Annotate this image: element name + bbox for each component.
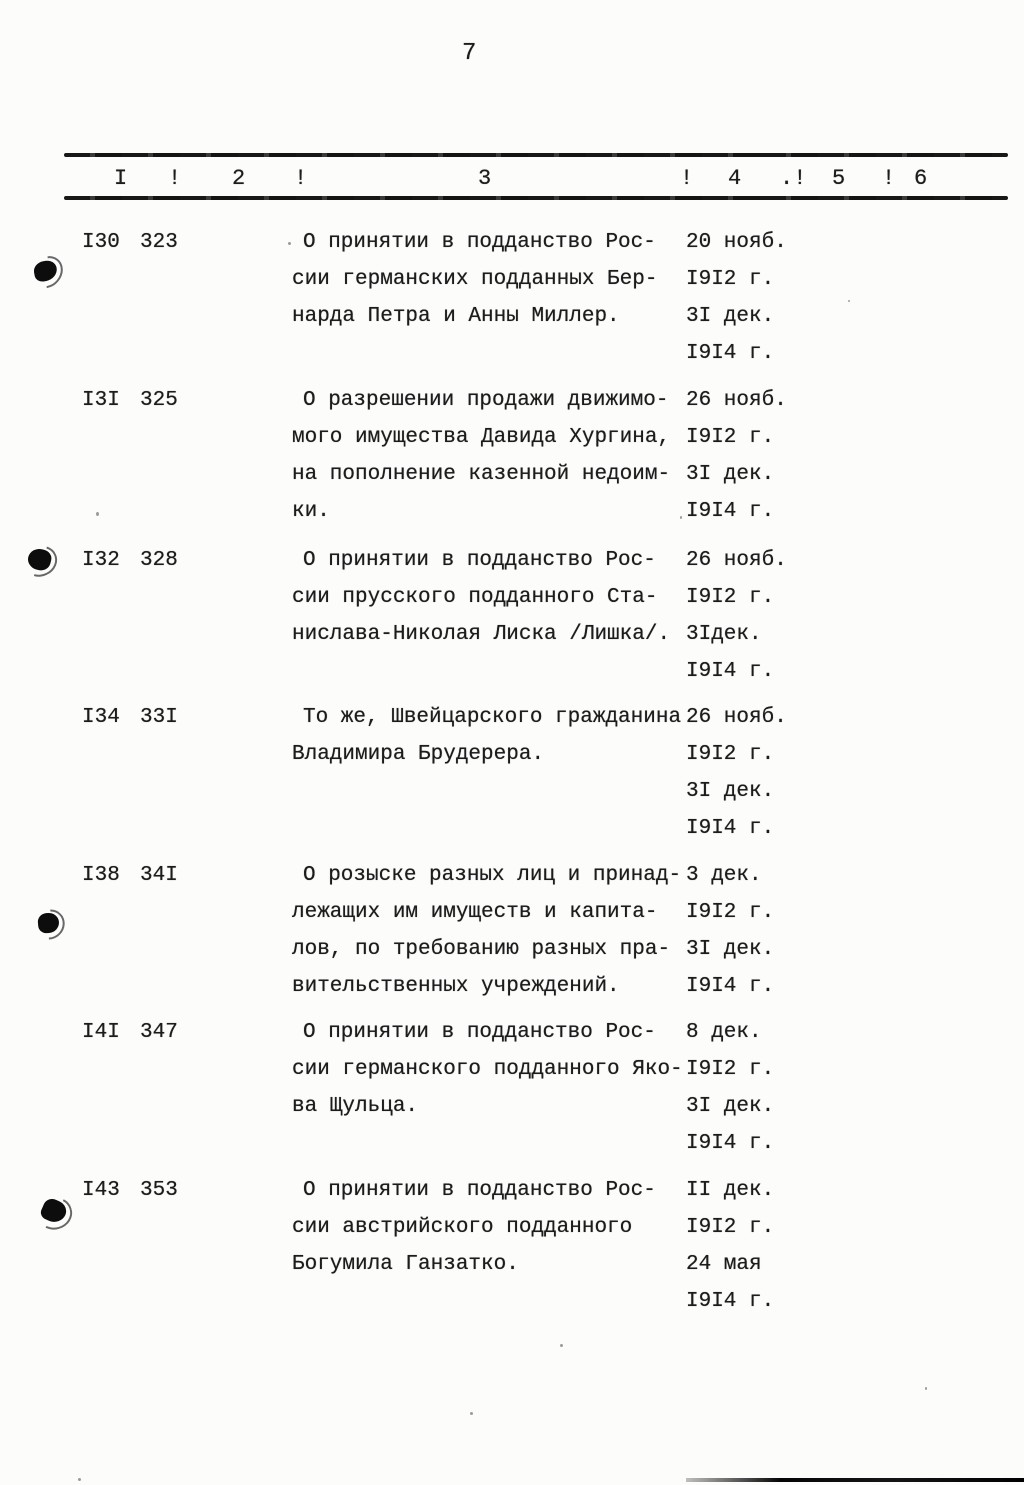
column-header-2: 2 xyxy=(232,166,246,191)
entry-dates xyxy=(686,699,886,847)
entry-description xyxy=(292,1172,692,1283)
scan-speck xyxy=(680,516,682,519)
description-line: О принятии в подданство Рос- xyxy=(303,549,656,572)
date-line: 3I дек. xyxy=(686,1095,775,1118)
entry-description xyxy=(292,224,692,335)
column-header-6: 6 xyxy=(914,166,928,191)
entry-number: I30 xyxy=(82,231,120,254)
entry-number: I38 xyxy=(82,864,120,887)
column-separator: ! xyxy=(882,166,896,191)
entry-dates xyxy=(686,224,886,372)
date-line: I9I2 г. xyxy=(686,268,775,291)
description-line: Владимира Брудерера. xyxy=(292,743,545,766)
description-line: мого имущества Давида Хургина, xyxy=(292,426,671,449)
scan-speck xyxy=(78,1478,81,1481)
description-line: сии австрийского подданного xyxy=(292,1216,633,1239)
description-line: ва Щульца. xyxy=(292,1095,419,1118)
column-separator: ! xyxy=(680,166,694,191)
date-line: I9I4 г. xyxy=(686,1132,775,1155)
entry-dates xyxy=(686,857,886,1005)
description-line: вительственных учреждений. xyxy=(292,975,620,998)
case-number: 325 xyxy=(140,389,178,412)
date-line: I9I2 г. xyxy=(686,586,775,609)
case-number: 34I xyxy=(140,864,178,887)
date-line: II дек. xyxy=(686,1179,775,1202)
entry-dates xyxy=(686,542,886,690)
description-line: То же, Швейцарского гражданина xyxy=(303,706,682,729)
date-line: I9I4 г. xyxy=(686,342,775,365)
description-line: ки. xyxy=(292,500,330,523)
entry-number: I4I xyxy=(82,1021,120,1044)
description-line: О принятии в подданство Рос- xyxy=(303,1021,656,1044)
description-line: нарда Петра и Анны Миллер. xyxy=(292,305,620,328)
entry-dates xyxy=(686,1172,886,1320)
date-line: 8 дек. xyxy=(686,1021,762,1044)
description-line: О принятии в подданство Рос- xyxy=(303,1179,656,1202)
table-header-rule-bottom xyxy=(64,196,1008,200)
description-line: сии прусского подданного Ста- xyxy=(292,586,658,609)
date-line: I9I2 г. xyxy=(686,426,775,449)
entry-dates xyxy=(686,382,886,530)
case-number: 353 xyxy=(140,1179,178,1202)
description-line: Богумила Ганзатко. xyxy=(292,1253,519,1276)
date-line: 3I дек. xyxy=(686,938,775,961)
date-line: I9I2 г. xyxy=(686,1058,775,1081)
scan-speck xyxy=(96,512,99,516)
date-line: I9I4 г. xyxy=(686,975,775,998)
case-number: 33I xyxy=(140,706,178,729)
date-line: 26 нояб. xyxy=(686,706,787,729)
ink-blob xyxy=(37,912,60,934)
description-line: сии германского подданного Яко- xyxy=(292,1058,683,1081)
table-header-rule-top xyxy=(64,153,1008,157)
column-separator: .! xyxy=(780,166,807,191)
column-separator: ! xyxy=(168,166,182,191)
description-line: О розыске разных лиц и принад- xyxy=(303,864,682,887)
date-line: I9I4 г. xyxy=(686,1290,775,1313)
entry-dates xyxy=(686,1014,886,1162)
date-line: I9I4 г. xyxy=(686,660,775,683)
entry-number: I34 xyxy=(82,706,120,729)
scan-speck xyxy=(470,1412,473,1415)
date-line: 3Iдек. xyxy=(686,623,762,646)
entry-number: I43 xyxy=(82,1179,120,1202)
entry-number: I3I xyxy=(82,389,120,412)
description-line: сии германских подданных Бер- xyxy=(292,268,658,291)
description-line: лов, по требованию разных пра- xyxy=(292,938,671,961)
date-line: 24 мая xyxy=(686,1253,762,1276)
case-number: 323 xyxy=(140,231,178,254)
date-line: 26 нояб. xyxy=(686,389,787,412)
description-line: лежащих им имуществ и капита- xyxy=(292,901,658,924)
description-line: О принятии в подданство Рос- xyxy=(303,231,656,254)
description-line: нислава-Николая Лиска /Лишка/. xyxy=(292,623,671,646)
scan-speck xyxy=(288,242,291,245)
date-line: 20 нояб. xyxy=(686,231,787,254)
date-line: 26 нояб. xyxy=(686,549,787,572)
column-header-1: I xyxy=(114,166,128,191)
column-header-4: 4 xyxy=(728,166,742,191)
ink-blob xyxy=(32,259,58,283)
page-number: 7 xyxy=(462,40,477,67)
entry-description xyxy=(292,382,692,530)
date-line: 3 дек. xyxy=(686,864,762,887)
date-line: 3I дек. xyxy=(686,305,775,328)
column-header-5: 5 xyxy=(832,166,846,191)
scan-edge-artifact xyxy=(686,1478,1024,1482)
description-line: на пополнение казенной недоим- xyxy=(292,463,671,486)
date-line: I9I2 г. xyxy=(686,1216,775,1239)
column-separator: ! xyxy=(294,166,308,191)
column-header-3: 3 xyxy=(478,166,492,191)
entry-description xyxy=(292,857,692,1005)
entry-number: I32 xyxy=(82,549,120,572)
date-line: I9I4 г. xyxy=(686,500,775,523)
date-line: I9I4 г. xyxy=(686,817,775,840)
ink-blob xyxy=(26,547,53,573)
ink-blob xyxy=(39,1196,70,1226)
case-number: 347 xyxy=(140,1021,178,1044)
date-line: 3I дек. xyxy=(686,463,775,486)
entry-description xyxy=(292,699,692,773)
entry-description xyxy=(292,542,692,653)
case-number: 328 xyxy=(140,549,178,572)
scan-speck xyxy=(848,300,850,302)
scan-speck xyxy=(560,1344,563,1347)
date-line: I9I2 г. xyxy=(686,743,775,766)
date-line: 3I дек. xyxy=(686,780,775,803)
description-line: О разрешении продажи движимо- xyxy=(303,389,669,412)
scan-speck xyxy=(925,1387,927,1390)
entry-description xyxy=(292,1014,692,1125)
date-line: I9I2 г. xyxy=(686,901,775,924)
